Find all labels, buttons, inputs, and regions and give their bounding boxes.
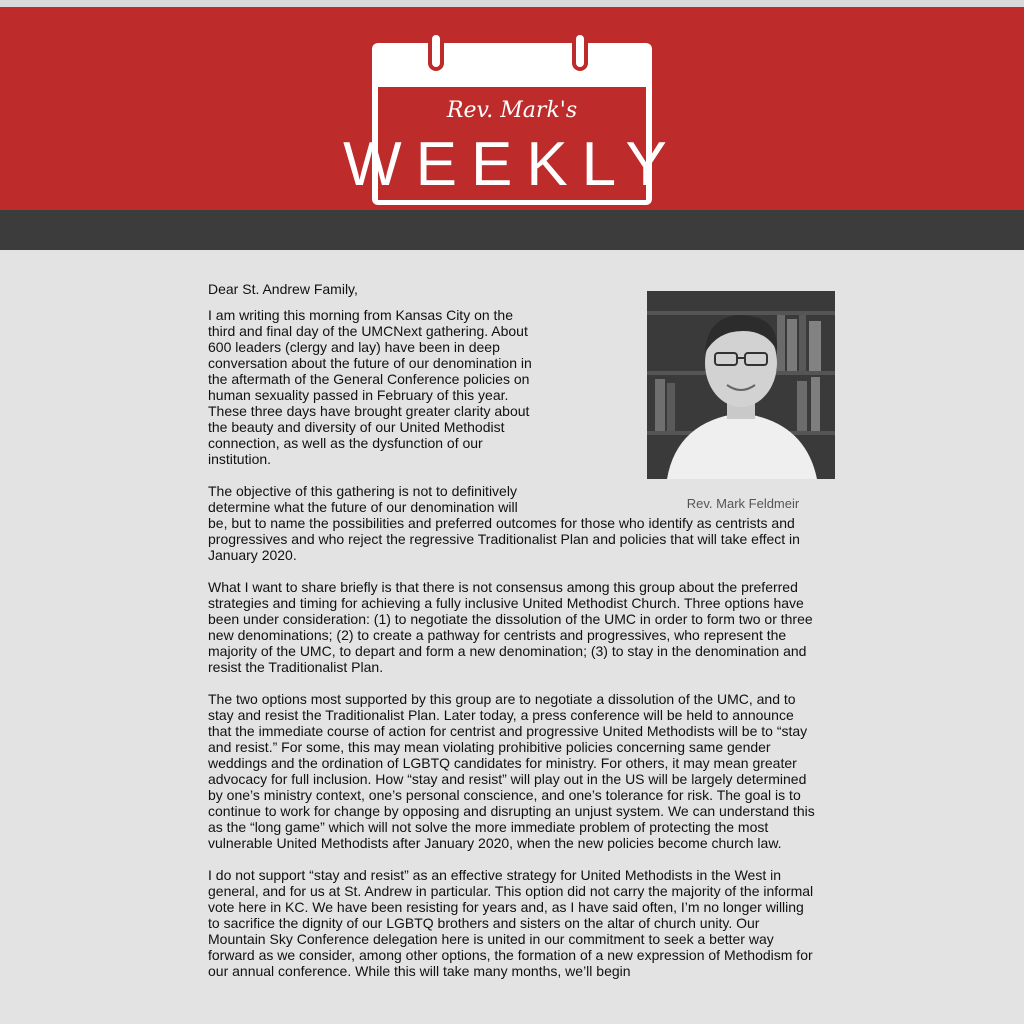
paragraph-1: I am writing this morning from Kansas City on the third and final day of the UMCNext gathering. About 600 leaders (clergy and lay) have been in deep conversation about the future of our denomination in the aftermath of the General Conference policies on human sexuality passed in February of this year. These three days have brought greater clarity about the beauty and diversity of our United Methodist connection, as well as the dysfunction of our institution. bbox=[208, 307, 532, 467]
paragraph-3: What I want to share briefly is that there is not consensus among this group about the preferred strategies and timing for achieving a fully inclusive United Methodist Church. Three options have been under consideration: (1) to negotiate the dissolution of the UMC in order to form two or three new denominations; (2) to create a pathway for centrists and progressives, who represent the majority of the UMC, to depart and form a new denomination; (3) to stay in the denomination and resist the Traditionalist Plan. bbox=[208, 579, 813, 675]
header-divider-bar bbox=[0, 210, 1024, 250]
top-strip bbox=[0, 0, 1024, 7]
author-portrait bbox=[647, 291, 835, 479]
letter-body bbox=[208, 250, 818, 979]
photo-caption: Rev. Mark Feldmeir bbox=[686, 496, 800, 511]
paragraph-2: The objective of this gathering is not to definitively determine what the future of our denomination will be, but to name the possibilities and preferred outcomes for those who identify as centrists and progressives and who reject the regressive Traditionalist Plan and policies that will take effect in January 2020. bbox=[208, 483, 800, 563]
logo-title-text: WEEKLY bbox=[343, 130, 681, 199]
paragraph-4: The two options most supported by this group are to negotiate a dissolution of the UMC, and to stay and resist the Traditionalist Plan. Later today, a press conference will be held to announce that the immediate course of action for centrist and progressive United Methodists will be to “stay and resist.” For some, this may mean violating prohibitive policies concerning same gender weddings and the ordination of LGBTQ candidates for ministry. For others, it may mean greater advocacy for full inclusion. How “stay and resist” will play out in the US will be largely determined by one’s ministry context, one’s personal conscience, and one’s tolerance for risk. The goal is to continue to work for change by opposing and disrupting an unjust system. We can understand this as the “long game” which will not solve the more immediate problem of protecting the most vulnerable United Methodists after January 2020, when the new policies become church law. bbox=[208, 691, 815, 851]
paragraph-5: I do not support “stay and resist” as an effective strategy for United Methodists in the West in general, and for us at St. Andrew in particular. This option did not carry the majority of the informal vote here in KC. We have been resisting for years and, as I have said often, I’m no longer willing to sacrifice the dignity of our LGBTQ brothers and sisters on the altar of church unity. Our Mountain Sky Conference delegation here is united in our commitment to seek a better way forward as we consider, among other options, the formation of a new expression of Methodism for our annual conference. While this will take many months, we’ll begin bbox=[208, 867, 814, 979]
author-photo-block bbox=[548, 291, 818, 512]
newsletter-header bbox=[0, 7, 1024, 210]
greeting: Dear St. Andrew Family, bbox=[208, 281, 358, 297]
logo-script-text: Rev. Mark's bbox=[446, 98, 578, 123]
weekly-calendar-logo bbox=[343, 35, 681, 205]
